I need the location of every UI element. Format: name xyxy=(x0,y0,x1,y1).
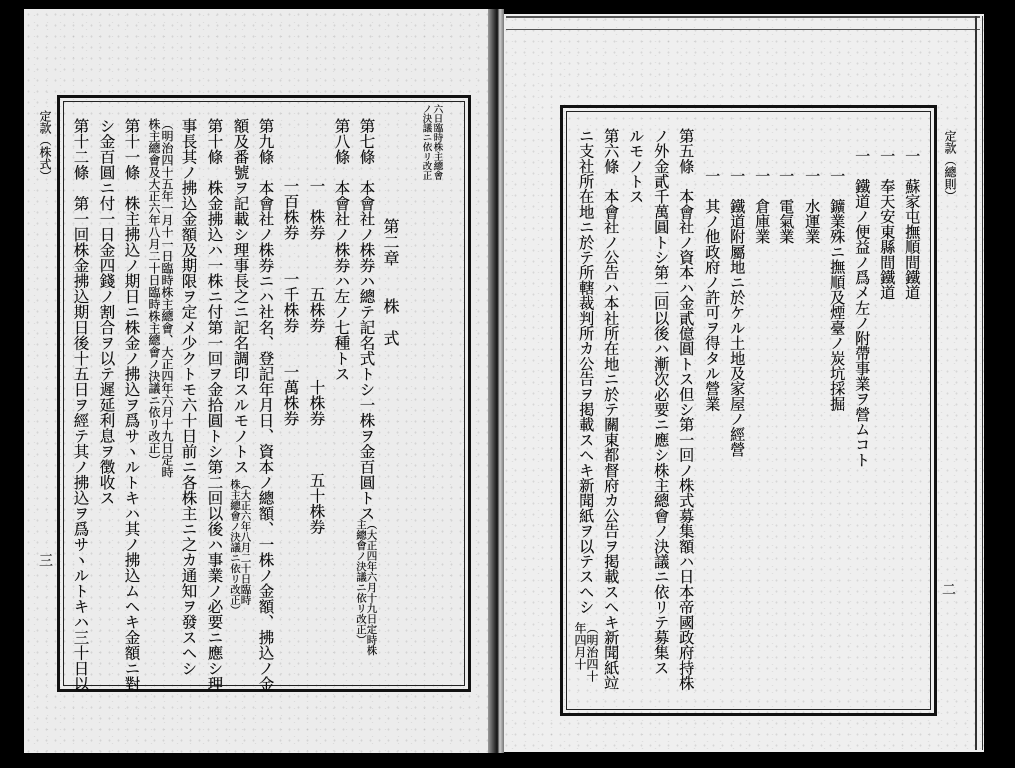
amendment-note-right: （大正四年六月十九日定時株 xyxy=(365,519,378,656)
text-line: 第十條 株金拂込ハ一株ニ付第一回ヲ金拾圓トシ第二回以後ハ事業ノ必要ニ應シ理 xyxy=(205,118,224,692)
carryover-note-left: ノ決議ニ依リ改正 xyxy=(420,104,432,180)
book-gutter xyxy=(488,9,504,753)
text-line: ノ外金貳千萬圓トシ第二回以後ハ漸次必要ニ應シ株主總會ノ決議ニ依リテ募集ス xyxy=(652,128,671,676)
amendment-note-left: 株主總會ノ決議ニ依リ改正） xyxy=(229,479,241,616)
share-types-line: 一 株券 五株券 十株券 五十株券 xyxy=(307,178,326,535)
page-stack-edge xyxy=(975,16,977,750)
text-line: シ金百圓ニ付一日金四錢ノ割合ヲ以テ遲延利息ヲ徴收ス xyxy=(97,118,116,506)
text-line: 額及番號ヲ記載シ理事長之ニ記名調印スルモノトス xyxy=(231,118,250,475)
amendment-note-left: 主總會ノ決議ニ依リ改正） xyxy=(355,519,367,645)
sub-list-item: 一 水運業 xyxy=(803,168,822,244)
sub-list-item: 一 電氣業 xyxy=(777,168,796,244)
right-page-number: 二 xyxy=(940,582,956,596)
page-stack-edge xyxy=(506,29,980,30)
chapter-heading: 第二章 株 式 xyxy=(381,218,400,346)
carryover-note-right: 六日臨時株主總會 xyxy=(431,104,443,180)
text-line: 事長其ノ拂込金額及期限ヲ定メ少クトモ六十日前ニ各株主ニ之カ通知ヲ發スヘシ xyxy=(179,118,198,676)
amendment-note-right: （明治四十 xyxy=(585,622,599,682)
sub-list-item: 一 其ノ他政府ノ許可ヲ得タル營業 xyxy=(703,168,722,412)
text-line: 第九條 本會社ノ株券ニハ社名、登記年月日、資本ノ總額、一株ノ金額、拂込ノ金 xyxy=(256,118,275,692)
left-page-number: 三 xyxy=(37,553,53,567)
share-types-line: 一百株券 一千株券 一萬株券 xyxy=(281,178,300,426)
text-line: 第七條 本會社ノ株券ハ總テ記名式トシ一株ヲ金百圓トス xyxy=(357,118,376,521)
list-item: 一 奉天安東縣間鐵道 xyxy=(878,148,897,300)
sub-list-item: 一 鐵道附屬地ニ於ケル土地及家屋ノ經營 xyxy=(728,168,747,457)
list-item: 一 蘇家屯撫順間鐵道 xyxy=(903,148,922,300)
left-running-header: 定款（株式） xyxy=(38,110,52,182)
text-line: 第五條 本會社ノ資本ハ金貳億圓トス但シ第一回ノ株式募集額ハ日本帝國政府持株 xyxy=(677,128,696,691)
page-stack-edge xyxy=(982,16,983,750)
amendment-note-left: 株主總會及大正六年八月二十日臨時株主總會ノ決議ニ依リ改正） xyxy=(147,118,161,466)
amendment-note-right: （大正六年八月二十日臨時 xyxy=(239,479,252,605)
list-item: 一 鐵道ノ便益ノ爲メ左ノ附帶事業ヲ營ムコト xyxy=(853,148,872,468)
text-line: ルモノトス xyxy=(627,128,646,204)
amendment-note-right: （明治四十五年一月十一日臨時株主總會、大正四年六月十九日定時 xyxy=(160,118,174,478)
text-line: 第六條 本會社ノ公告ハ本社所在地ニ於テ關東都督府カ公告ヲ掲載スヘキ新聞紙竝 xyxy=(602,128,621,691)
amendment-note-left: 年四月十 xyxy=(573,622,587,670)
text-line: 第十二條 第一回株金拂込期日後十五日ヲ經テ其ノ拂込ヲ爲サヽルトキハ三十日以 xyxy=(71,118,90,692)
sub-list-item: 一 倉庫業 xyxy=(753,168,772,244)
text-line: ニ支社所在地ニ於テ所轄裁判所カ公告ヲ掲載スヘキ新聞紙ヲ以テスヘシ xyxy=(577,128,596,615)
right-running-header: 定款（總則） xyxy=(943,130,957,202)
text-line: 第八條 本會社ノ株券ハ左ノ七種トス xyxy=(332,118,351,382)
page-stack-edge xyxy=(506,16,980,18)
text-line: 第十一條 株主拂込ノ期日ニ株金ノ拂込ヲ爲サヽルトキハ其ノ拂込ムヘキ金額ニ對 xyxy=(122,118,141,692)
sub-list-item: 一 鑛業殊ニ撫順及煙臺ノ炭坑採掘 xyxy=(828,168,847,412)
